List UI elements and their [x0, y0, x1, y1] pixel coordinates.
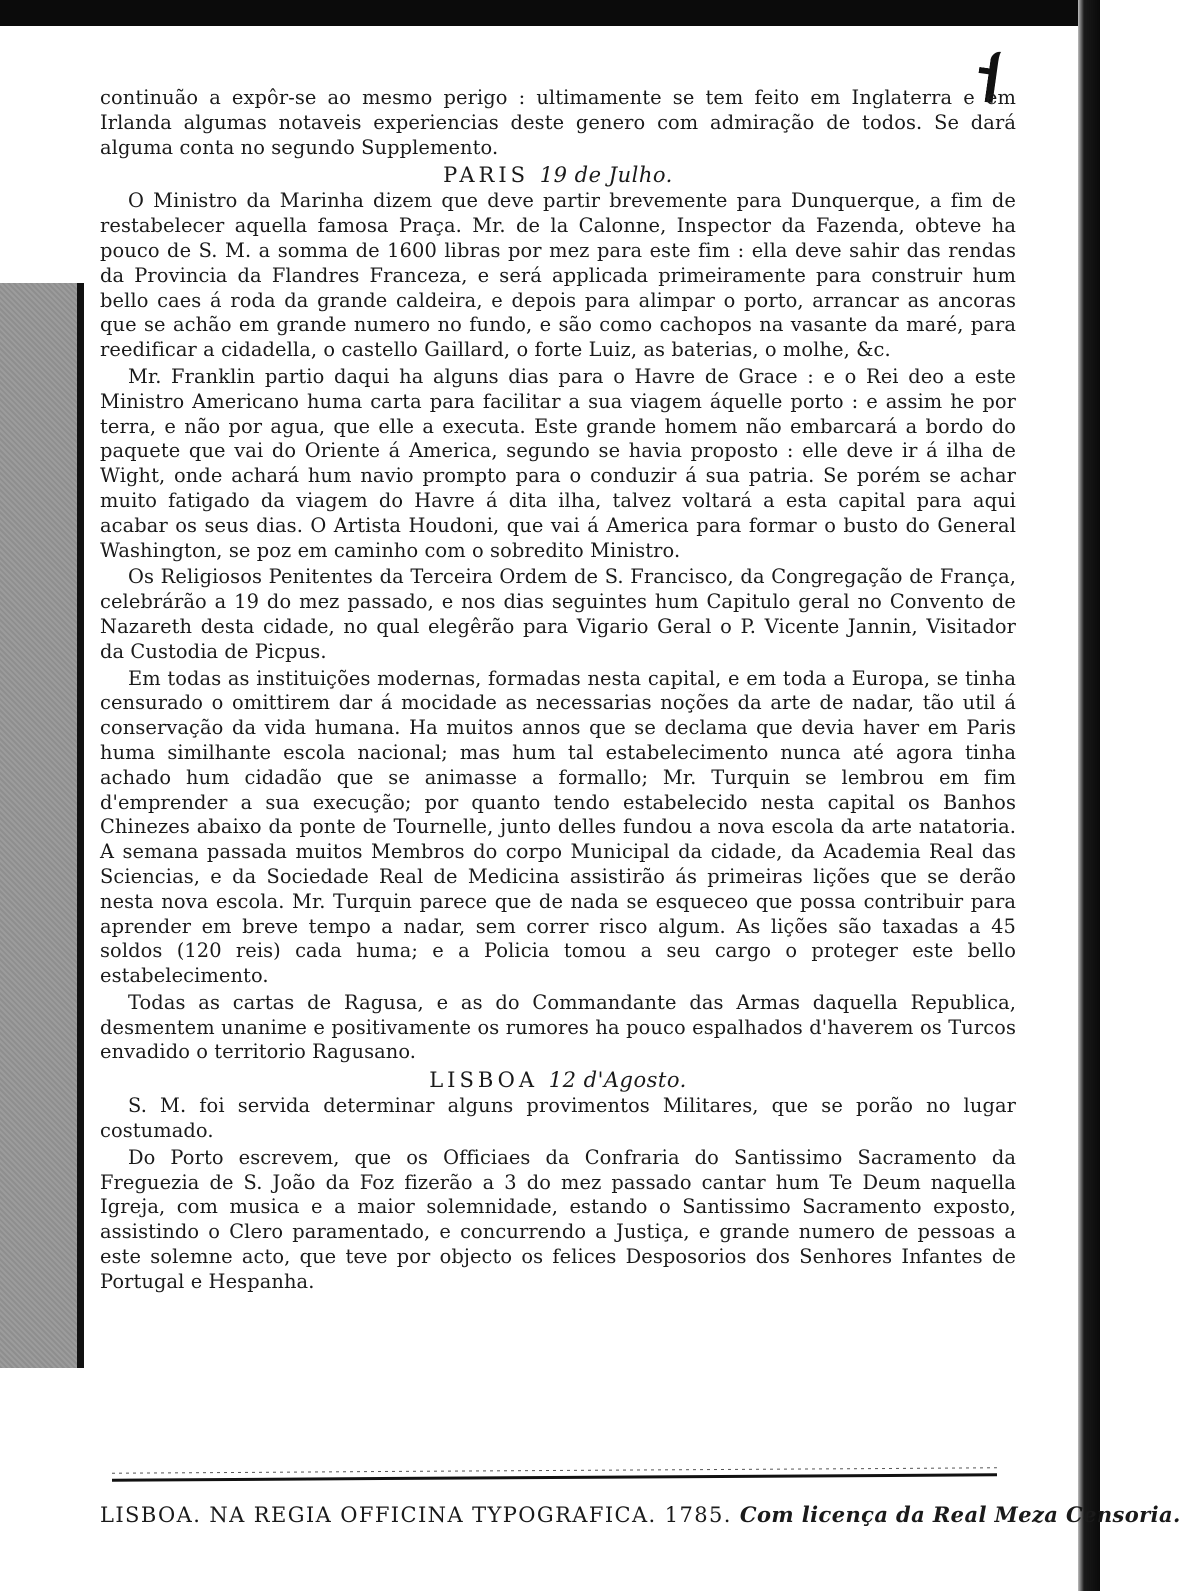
footer-rule — [112, 1473, 997, 1481]
paris-paragraph-4: Em todas as instituições modernas, formadas nesta capital, e em toda a Europa, se tinha censurado o omittirem dar á mocidade as necessarias noções da arte de nadar, tão util á conservação da vida humana. Ha muitos annos que se declama que devia haver em Paris huma similhante escola nacional; mas hum tal estabelecimento nunca até agora tinha achado hum cidadão que se animasse a formallo; Mr. Turquin se lembrou em fim d'emprender a sua execução; por quanto tendo estabelecido nesta capital os Banhos Chinezes abaixo da ponte de Tournelle, junto delles fundou a nova escola da arte natatoria. A semana passada muitos Membros do corpo Municipal da cidade, da Academia Real das Sciencias, e da Sociedade Real de Medicina assistirão ás primeiras lições que se derão nesta nova escola. Mr. Turquin parece que de nada se esqueceo que possa contribuir para aprender em breve tempo a nadar, sem correr risco algum. As lições são taxadas a 45 soldos (120 reis) cada huma; e a Policia tomou a seu cargo o proteger este bello estabelecimento. — [100, 666, 1016, 988]
facing-page-margin — [0, 283, 84, 1368]
scan-right-border — [1078, 0, 1100, 1591]
imprint-line — [100, 1502, 1181, 1527]
imprint-text: LISBOA. NA REGIA OFFICINA TYPOGRAFICA. 1785. — [100, 1503, 732, 1527]
paris-paragraph-1: O Ministro da Marinha dizem que deve partir brevemente para Dunquerque, a fim de restabelecer aquella famosa Praça. Mr. de la Calonne, Inspector da Fazenda, obteve ha pouco de S. M. a somma de 1600 libras por mez para este fim : ella deve sahir das rendas da Provincia da Flandres Franceza, e será applicada primeiramente para construir hum bello caes á roda da grande caldeira, e depois para alimpar o porto, arrancar as ancoras que se achão em grande numero no fundo, e são como cachopos na vasante da maré, para reedificar a cidadella, o castello Gaillard, o forte Luiz, as baterias, o molhe, &c. — [100, 189, 1016, 362]
paris-heading: PARIS — [443, 163, 530, 188]
paris-date: 19 de Julho. — [539, 163, 673, 188]
paris-paragraph-3: Os Religiosos Penitentes da Terceira Ordem de S. Francisco, da Congregação de França, celebrárão a 19 do mez passado, e nos dias seguintes hum Capitulo geral no Convento de Nazareth desta cidade, no qual elegêrão para Vigario Geral o P. Vicente Jannin, Visitador da Custodia de Picpus. — [100, 565, 1016, 663]
continued-paragraph: continuão a expôr-se ao mesmo perigo : ultimamente se tem feito em Inglaterra e em Irlanda algumas notaveis experiencias deste genero com admiração de todos. Se dará alguma conta no segundo Supplemento. — [100, 86, 1016, 159]
lisboa-heading: LISBOA — [429, 1068, 539, 1093]
paris-dateline — [100, 162, 1016, 188]
scan-top-border — [0, 0, 1100, 26]
lisboa-paragraph-1: S. M. foi servida determinar alguns provimentos Militares, que se porão no lugar costumado. — [100, 1094, 1016, 1143]
lisboa-paragraph-2: Do Porto escrevem, que os Officiaes da Confraria do Santissimo Sacramento da Freguezia de S. João da Foz fizerão a 3 do mez passado cantar hum Te Deum naquella Igreja, com musica e a maior solemnidade, estando o Santissimo Sacramento exposto, assistindo o Clero paramentado, e concurrendo a Justiça, e grande numero de pessoas a este solemne acto, que teve por objecto os felices Desposorios dos Senhores Infantes de Portugal e Hespanha. — [100, 1145, 1016, 1293]
paris-paragraph-2: Mr. Franklin partio daqui ha alguns dias para o Havre de Grace : e o Rei deo a este Ministro Americano huma carta para facilitar a sua viagem áquelle porto : e assim he por terra, e não por agua, que elle a executa. Este grande homem não embarcará a bordo do paquete que vai do Oriente á America, segundo se havia proposto : elle deve ir á ilha de Wight, onde achará hum navio prompto para o conduzir á sua patria. Se porém se achar muito fatigado da viagem do Havre á dita ilha, talvez voltará a esta capital para aqui acabar os seus dias. O Artista Houdoni, que vai á America para formar o busto do General Washington, se poz em caminho com o sobredito Ministro. — [100, 364, 1016, 562]
article-column — [100, 86, 1016, 1297]
lisboa-dateline — [100, 1067, 1016, 1093]
paris-paragraph-5: Todas as cartas de Ragusa, e as do Commandante das Armas daquella Republica, desmentem unanime e positivamente os rumores ha pouco espalhados d'haverem os Turcos envadido o territorio Ragusano. — [100, 990, 1016, 1064]
lisboa-date: 12 d'Agosto. — [548, 1068, 687, 1093]
license-text: Com licença da Real Meza Censoria. — [739, 1502, 1181, 1527]
